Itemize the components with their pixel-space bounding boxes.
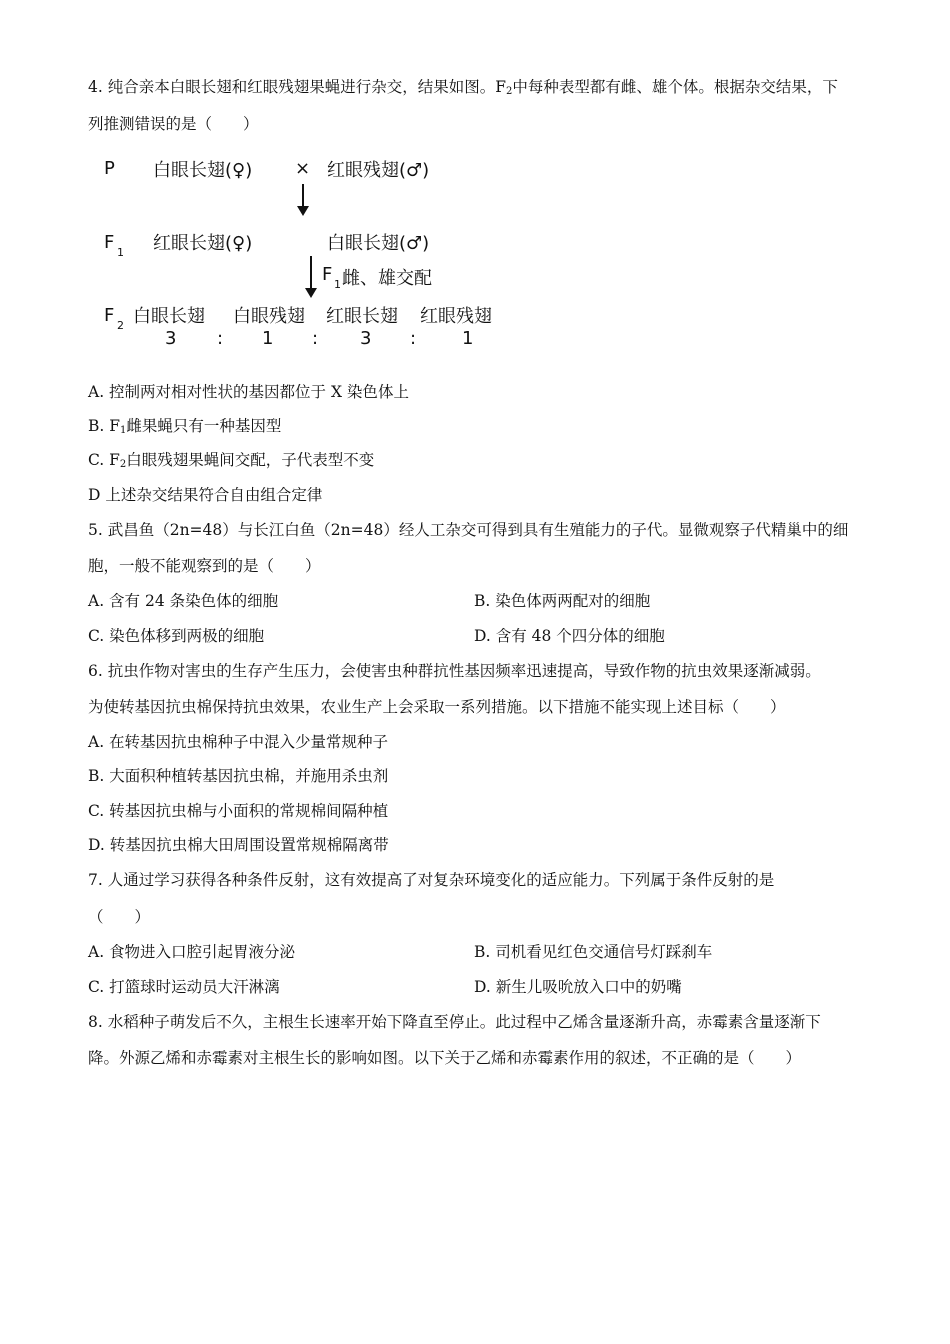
ratio-value: 3 <box>360 328 372 349</box>
p-label: P <box>104 158 115 179</box>
q4-stem-line2: 列推测错误的是（ ） <box>88 115 259 133</box>
ratio-sep: : <box>312 328 319 349</box>
q6-option-a: A. 在转基因抗虫棉种子中混入少量常规种子 <box>88 733 389 751</box>
f2-phenotype: 白眼长翅 <box>133 306 205 327</box>
q7-stem-line2: （ ） <box>88 908 151 926</box>
f1-male: 白眼长翅(♂) <box>327 233 430 254</box>
q7-option-b: B. 司机看见红色交通信号灯踩刹车 <box>474 943 713 961</box>
f1-mate-text: 雌、雄交配 <box>342 268 432 289</box>
down-arrow-icon <box>310 256 312 296</box>
q4-option-d: D 上述杂交结果符合自由组合定律 <box>88 486 323 504</box>
f1-label: F <box>104 232 115 253</box>
ratio-value: 3 <box>165 328 177 349</box>
f1-label-sub: 1 <box>117 246 124 259</box>
down-arrow-icon <box>302 184 304 214</box>
q6-stem-line2: 为使转基因抗虫棉保持抗虫效果，农业生产上会采取一系列措施。以下措施不能实现上述目标（ ） <box>88 698 786 716</box>
p-female: 白眼长翅(♀) <box>153 160 253 181</box>
f1-mate-label: F <box>322 264 333 285</box>
f1-mate-sub: 1 <box>334 278 341 291</box>
q7-option-c: C. 打篮球时运动员大汗淋漓 <box>88 978 280 996</box>
q5-stem-line2: 胞，一般不能观察到的是（ ） <box>88 557 321 575</box>
q8-stem-line1: 8. 水稻种子萌发后不久，主根生长速率开始下降直至停止。此过程中乙烯含量逐渐升高，赤霉素含量逐渐下 <box>88 1013 821 1031</box>
q6-option-c: C. 转基因抗虫棉与小面积的常规棉间隔种植 <box>88 802 389 820</box>
q6-stem-line1: 6. 抗虫作物对害虫的生存产生压力，会使害虫种群抗性基因频率迅速提高，导致作物的抗虫效果逐渐减弱。 <box>88 662 821 680</box>
ratio-value: 1 <box>462 328 474 349</box>
q7-option-d: D. 新生儿吸吮放入口中的奶嘴 <box>474 978 682 996</box>
q7-stem-line1: 7. 人通过学习获得各种条件反射，这有效提高了对复杂环境变化的适应能力。下列属于条件反射的是 <box>88 871 775 889</box>
q4-option-b: B. $F_1$雌果蝇只有一种基因型 <box>88 417 282 436</box>
f1-female: 红眼长翅(♀) <box>153 233 253 254</box>
q5-stem-line1: 5. 武昌鱼（2n=48）与长江白鱼（2n=48）经人工杂交可得到具有生殖能力的子代。显微观察子代精巢中的细 <box>88 521 849 539</box>
q4-stem-line1: 4. 纯合亲本白眼长翅和红眼残翅果蝇进行杂交，结果如图。$F_2$中每种表型都有雌、雄个体。根据杂交结果，下 <box>88 78 838 97</box>
f2-phenotype: 红眼长翅 <box>326 306 398 327</box>
cross-symbol: × <box>295 158 311 179</box>
q4-option-a: A. 控制两对相对性状的基因都位于 X 染色体上 <box>88 383 409 401</box>
q8-stem-line2: 降。外源乙烯和赤霉素对主根生长的影响如图。以下关于乙烯和赤霉素作用的叙述，不正确的是（ ） <box>88 1049 802 1067</box>
f2-phenotype: 白眼残翅 <box>233 306 305 327</box>
q4-option-c: C. $F_2$白眼残翅果蝇间交配，子代表型不变 <box>88 451 375 470</box>
ratio-value: 1 <box>262 328 274 349</box>
q6-option-d: D. 转基因抗虫棉大田周围设置常规棉隔离带 <box>88 836 389 854</box>
ratio-sep: : <box>410 328 417 349</box>
p-male: 红眼残翅(♂) <box>327 160 430 181</box>
ratio-sep: : <box>217 328 224 349</box>
q5-option-a: A. 含有 24 条染色体的细胞 <box>88 592 279 610</box>
q7-option-a: A. 食物进入口腔引起胃液分泌 <box>88 943 296 961</box>
q5-option-c: C. 染色体移到两极的细胞 <box>88 627 265 645</box>
q5-option-d: D. 含有 48 个四分体的细胞 <box>474 627 665 645</box>
f2-label-sub: 2 <box>117 319 124 332</box>
q6-option-b: B. 大面积种植转基因抗虫棉，并施用杀虫剂 <box>88 767 389 785</box>
f2-phenotype: 红眼残翅 <box>420 306 492 327</box>
f2-label: F <box>104 305 115 326</box>
q5-option-b: B. 染色体两两配对的细胞 <box>474 592 651 610</box>
